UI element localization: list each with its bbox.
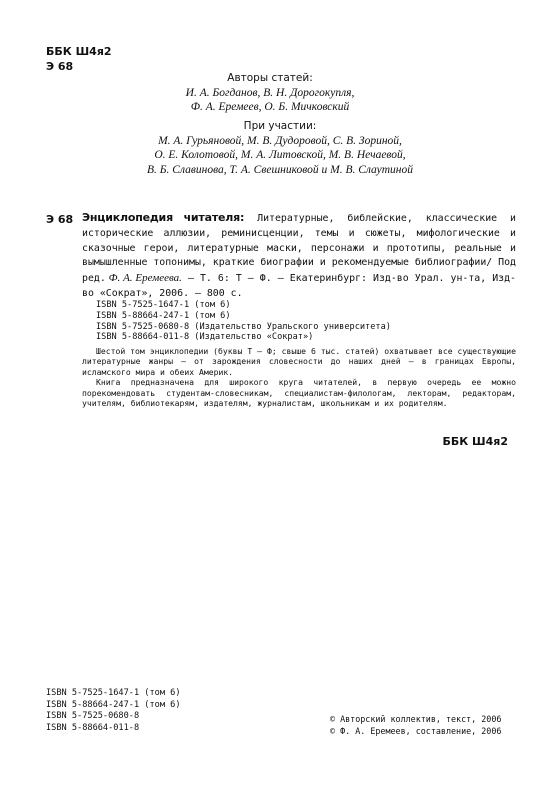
isbn-line: ISBN 5-7525-1647-1 (том 6) — [96, 300, 231, 310]
annotation-paragraph: Шестой том энциклопедии (буквы Т — Ф; свыше 6 тыс. статей) охватывает все существующие литературные жанры — от зарождения словесности до наших дней — в границах Европы, исламского мира и обеих Америк. — [82, 346, 516, 377]
bibliographic-record — [82, 211, 516, 302]
annotation-paragraph: Книга предназначена для широкого круга читателей, в первую очередь ее можно порекомендовать студентам-словесникам, специалистам-филологам, лекторам, редакторам, учителям, библиотекарям, издателям, журналистам, школьникам и их родителям. — [82, 377, 516, 409]
participants-line: В. Б. Славинова, Т. А. Свешниковой и М. В. Слаутиной — [146, 163, 414, 176]
book-title: Энциклопедия читателя: — [82, 211, 245, 224]
copyright-line: © Авторский коллектив, текст, 2006 — [330, 714, 502, 724]
isbn-list — [96, 300, 391, 343]
classification-block — [46, 44, 112, 74]
participants-line: О. Е. Колотовой, М. А. Литовской, М. В. Нечаевой, — [154, 149, 406, 161]
isbn-line: ISBN 5-7525-0680-8 (Издательство Уральского университета) — [96, 321, 391, 332]
annotation — [82, 346, 516, 408]
author-mark: Э 68 — [46, 60, 74, 73]
bbk-code-right: ББК Ш4я2 — [442, 435, 508, 448]
record-body: Литературные, библейские, классические и исторические аллюзии, реминисценции, темы и сюжеты, мифологические и сказочные герои, литературные маски, персонажи и прототипы, реальные и вымышленные топонимы, краткие биографии и рекомендуемые библиографии/ Под ред. — [82, 213, 517, 285]
isbn-line: ISBN 5-88664-247-1 (том 6) — [46, 699, 181, 710]
isbn-line: ISBN 5-7525-1647-1 (том 6) — [46, 688, 181, 698]
record-imprint: — Т. 6: Т — Ф. — Екатеринбург: Изд-во Урал. ун-та, Изд-во «Сократ», 2006. — 800 с. — [82, 273, 516, 299]
copyright-block — [330, 713, 501, 737]
record-editor: Ф. А. Еремеева. — [105, 272, 182, 285]
isbn-line: ISBN 5-88664-011-8 (Издательство «Сократ») — [96, 332, 314, 343]
copyright-line: © Ф. А. Еремеев, составление, 2006 — [330, 726, 502, 736]
isbn-line: ISBN 5-88664-247-1 (том 6) — [96, 310, 231, 321]
participants-block — [50, 119, 510, 177]
participants-line: М. А. Гурьяновой, М. В. Дудоровой, С. В. Зориной, — [158, 134, 402, 147]
authors-line: Ф. А. Еремеев, О. Б. Мичковский — [190, 101, 350, 113]
authors-line: И. А. Богданов, В. Н. Дорогокупля, — [185, 86, 355, 99]
bbk-code: ББК Ш4я2 — [46, 45, 112, 58]
record-code: Э 68 — [46, 213, 74, 226]
isbn-line: ISBN 5-7525-0680-8 — [46, 711, 140, 721]
participants-heading: При участии: — [243, 120, 317, 132]
isbn-bottom-list — [46, 688, 181, 734]
authors-heading: Авторы статей: — [227, 72, 313, 84]
authors-block — [60, 71, 480, 115]
isbn-line: ISBN 5-88664-011-8 — [46, 722, 140, 733]
